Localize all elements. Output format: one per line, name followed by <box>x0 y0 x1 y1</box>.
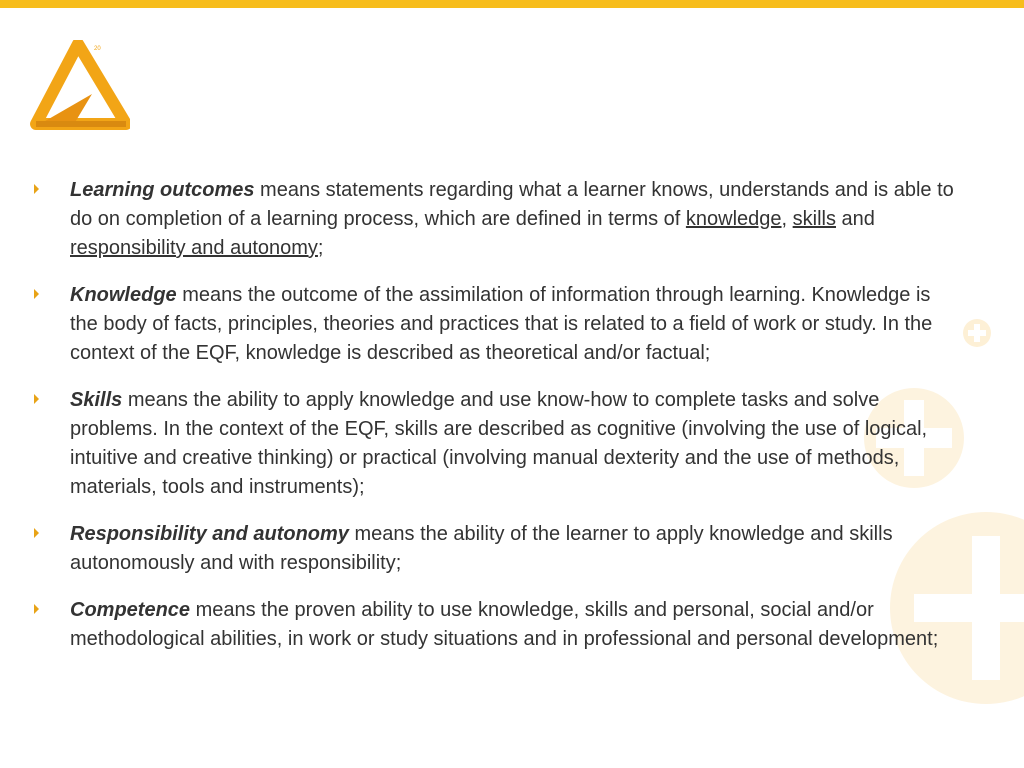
definition-text: , <box>781 208 793 230</box>
definition-term: Competence <box>70 599 191 621</box>
link-skills[interactable]: skills <box>792 208 836 230</box>
definition-knowledge <box>0 281 960 368</box>
definition-responsibility-autonomy <box>0 520 960 578</box>
bullet-arrow-icon <box>34 184 39 194</box>
definition-term: Learning outcomes <box>70 179 255 201</box>
bullet-arrow-icon <box>34 528 39 538</box>
definition-text: ; <box>317 237 324 259</box>
definition-text: means statements regarding what a learner knows, understands and is able to do on completion of a learning process, which are defined in terms of <box>70 179 954 230</box>
definition-term: Skills <box>70 389 123 411</box>
definition-competence <box>0 596 960 654</box>
link-responsibility-autonomy[interactable]: responsibility and autonomy <box>70 237 318 259</box>
bullet-arrow-icon <box>34 394 39 404</box>
definition-skills <box>0 386 960 502</box>
definition-text: means the ability of the learner to apply knowledge and skills autonomously and with responsibility; <box>70 523 893 574</box>
definition-text: means the proven ability to use knowledge, skills and personal, social and/or methodological abilities, in work or study situations and in professional and personal development; <box>70 599 939 650</box>
top-accent-bar <box>0 0 1024 8</box>
definition-text: means the outcome of the assimilation of information through learning. Knowledge is the body of facts, principles, theories and practices that is related to a field of work or study. In the context of the EQF, knowledge is described as theoretical and/or factual; <box>70 284 933 364</box>
definition-text: means the ability to apply knowledge and use know-how to complete tasks and solve problems. In the context of the EQF, skills are described as cognitive (involving the use of logical, intuitive and creative thinking) or practical (involving manual dexterity and the use of methods, materials, tools and instruments); <box>70 389 928 498</box>
svg-text:20: 20 <box>94 46 101 52</box>
definition-term: Responsibility and autonomy <box>70 523 349 545</box>
bullet-arrow-icon <box>34 289 39 299</box>
definition-learning-outcomes <box>0 176 960 263</box>
bullet-arrow-icon <box>34 604 39 614</box>
triangle-logo-icon <box>30 40 130 132</box>
definition-list <box>0 176 1024 672</box>
link-knowledge[interactable]: knowledge <box>685 208 782 230</box>
definition-text: and <box>836 208 875 230</box>
definition-term: Knowledge <box>70 284 177 306</box>
